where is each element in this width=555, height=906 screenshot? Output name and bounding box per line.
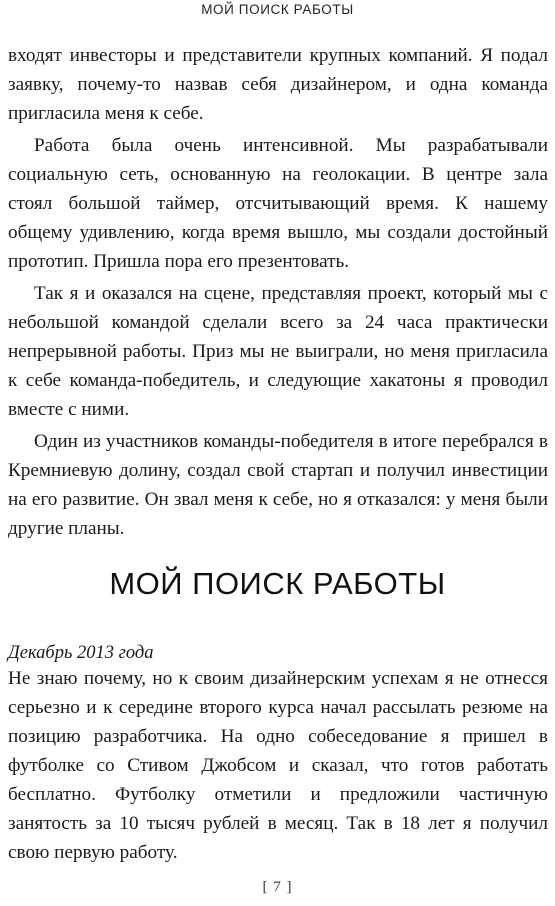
- paragraph: Не знаю почему, но к своим дизайнерским успехам я не отнесся серьезно и к середине второго курса начал рассылать резюме на позицию разработчика. На одно собеседование я пришел в футболке со Стивом Джобсом и сказал, что готов работать бесплатно. Футболку отметили и предложили частичную занятость за 10 тысяч рублей в месяц. Так в 18 лет я получил свою первую работу.: [8, 668, 548, 863]
- body-text: [8, 41, 548, 543]
- page-number: [ 7 ]: [262, 879, 293, 895]
- paragraph: входят инвесторы и представители крупных компаний. Я подал заявку, почему-то назвав себя дизайнером, и одна команда пригласила меня к себе.: [8, 45, 548, 124]
- paragraph: Работа была очень интенсивной. Мы разрабатывали социальную сеть, основанную на геолокации. В центре зала стоял большой таймер, отсчитывающий время. К нашему общему удивлению, когда время вышло, мы создали достойный прототип. Пришла пора его презентовать.: [8, 135, 548, 272]
- paragraph: Так я и оказался на сцене, представляя проект, который мы с небольшой командой сделали всего за 24 часа практически непрерывной работы. Приз мы не выиграли, но меня пригласила к себе команда-победитель, и следующие хакатоны я проводил вместе с ними.: [8, 283, 548, 420]
- paragraph: Один из участников команды-победителя в итоге перебрался в Кремниевую долину, создал свой стартап и получил инвестиции на его развитие. Он звал меня к себе, но я отказался: у меня были другие планы.: [8, 431, 548, 539]
- running-header: МОЙ ПОИСК РАБОТЫ: [201, 2, 354, 17]
- section-date: Декабрь 2013 года: [8, 643, 154, 663]
- section-heading: МОЙ ПОИСК РАБОТЫ: [109, 566, 446, 601]
- section-text: [8, 664, 548, 867]
